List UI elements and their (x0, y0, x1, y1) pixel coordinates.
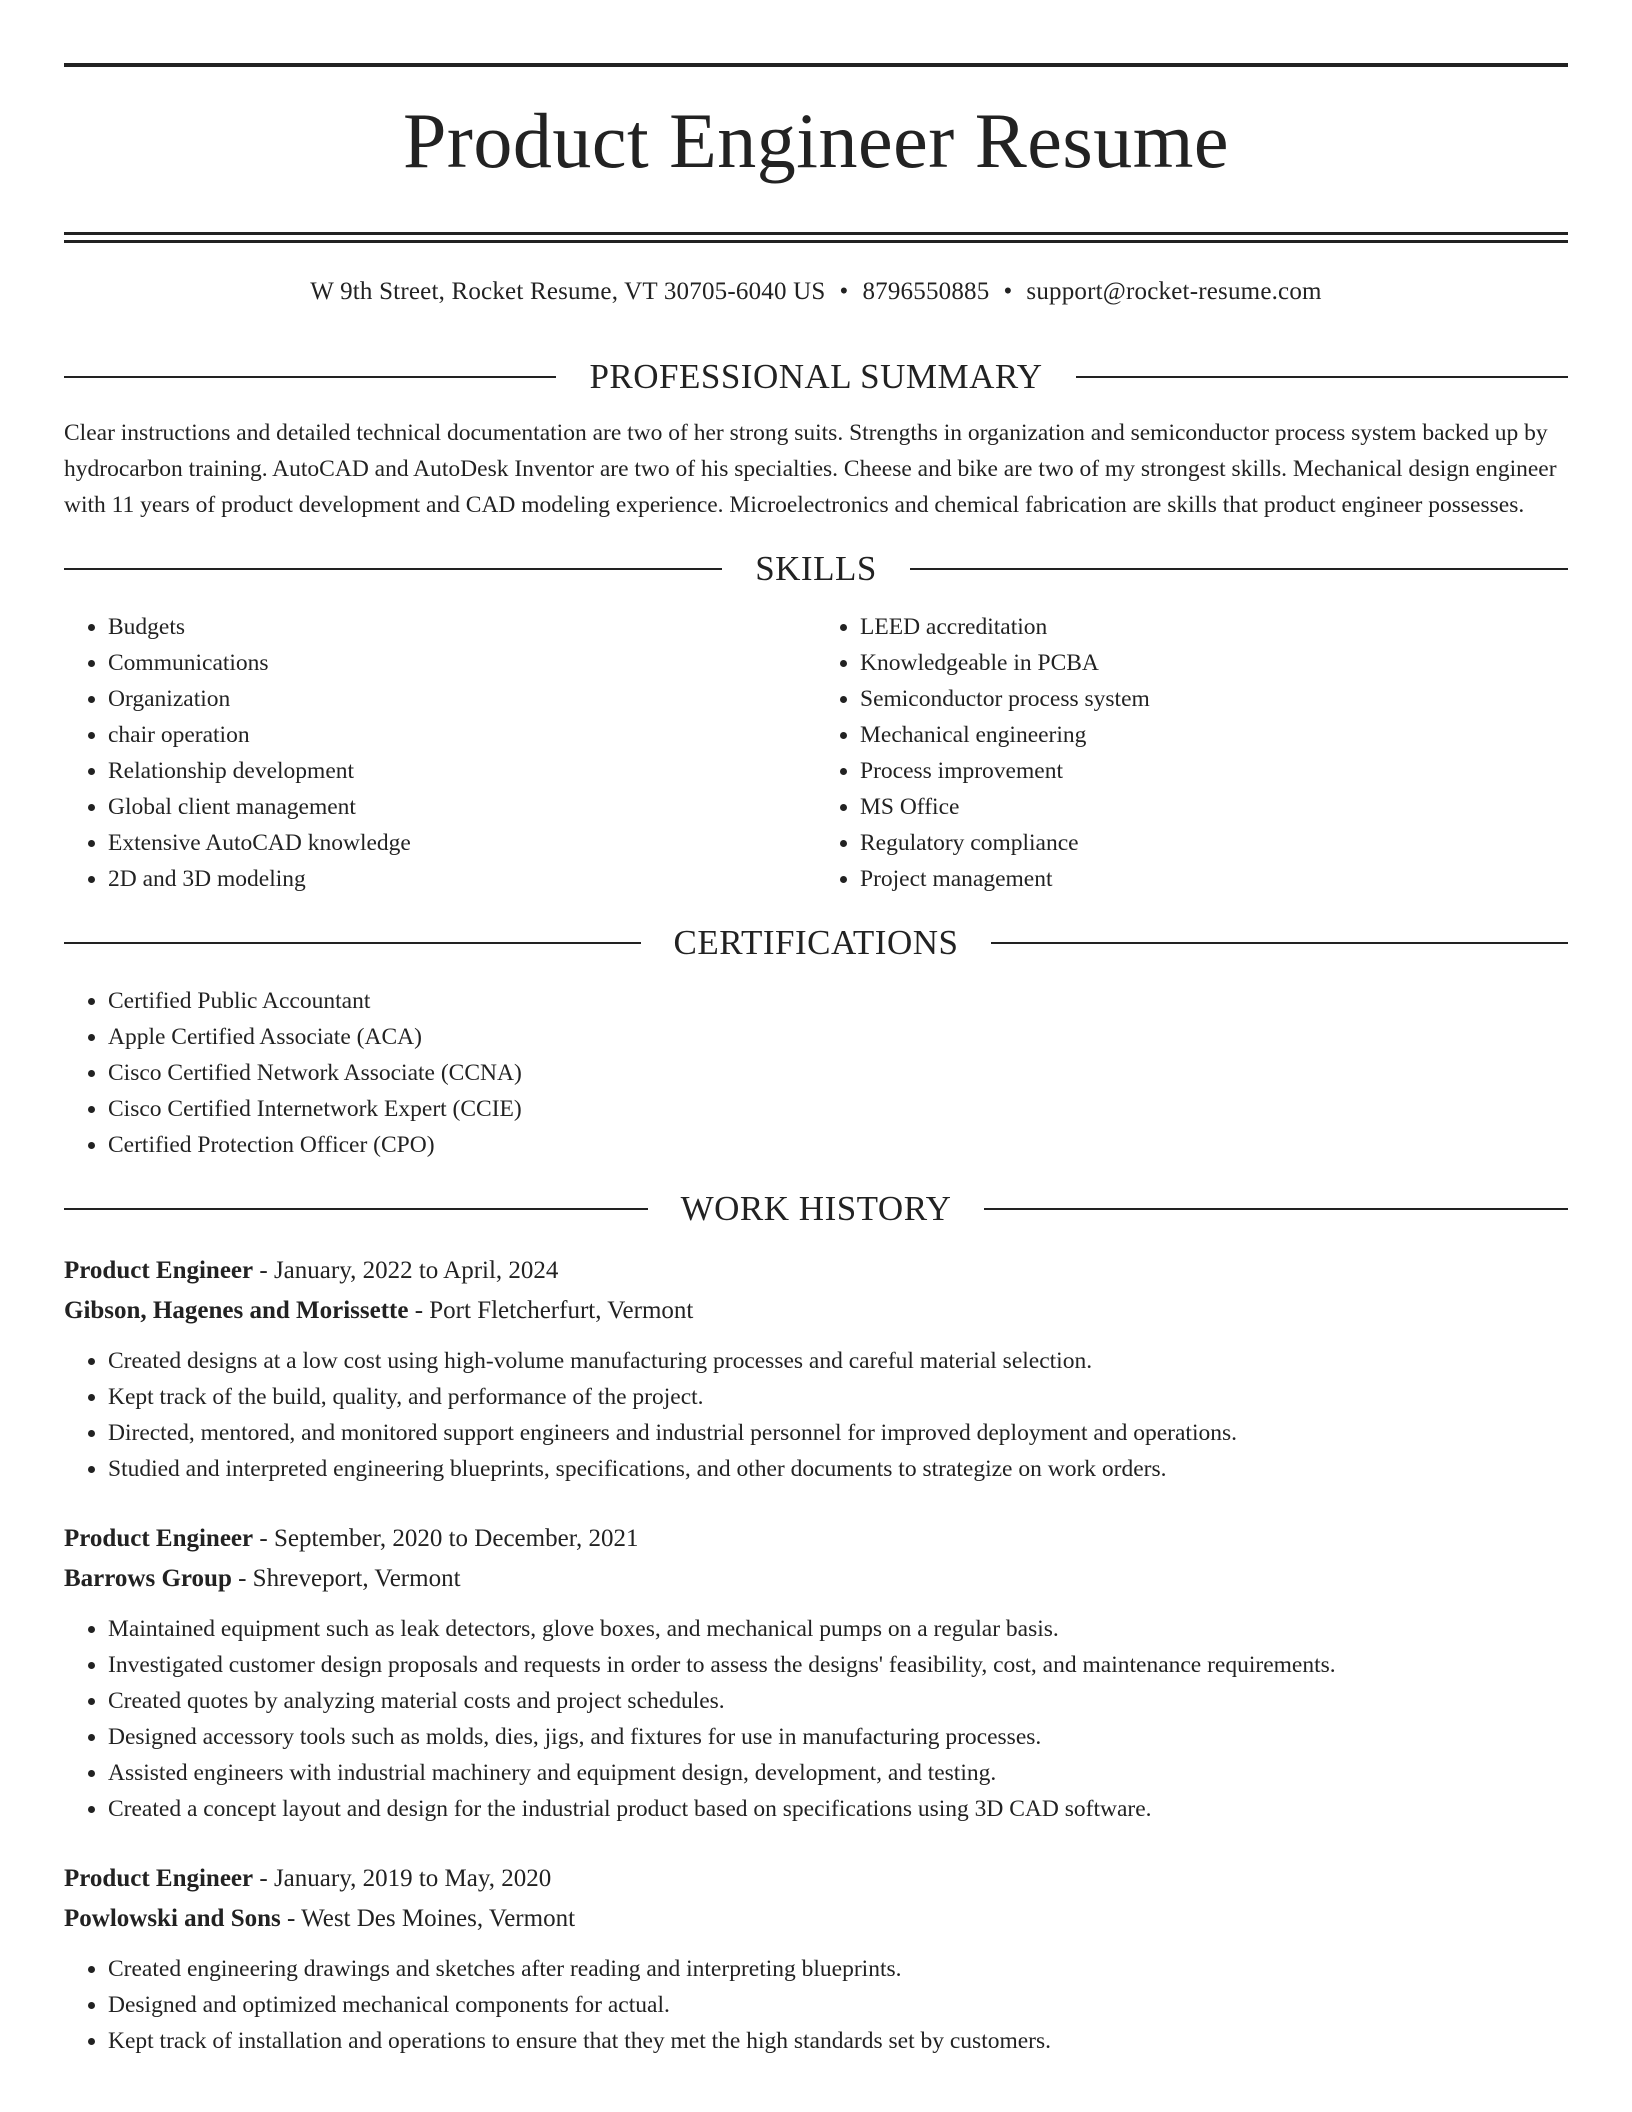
skill-item: • Semiconductor process system (860, 681, 1568, 717)
job-bullet: • Directed, mentored, and monitored support engineers and industrial personnel for improved deployment and operations. (108, 1415, 1568, 1451)
skills-heading (64, 549, 1568, 589)
summary-text: Clear instructions and detailed technical documentation are two of her strong suits. Strengths in organization and semiconductor process system backed up by hydrocarbon training. AutoCAD and AutoDesk Inventor are two of his specialties. Cheese and bike are two of my strongest skills. Mechanical design engineer with 11 years of product development and CAD modeling experience. Microelectronics and chemical fabrication are skills that product engineer possesses. (64, 420, 1557, 519)
skill-item: • Budgets (108, 609, 816, 645)
job-company-line (64, 1899, 1568, 1939)
job-location: - Port Fletcherfurt, Vermont (408, 1297, 694, 1325)
section-title-work-history: WORK HISTORY (680, 1189, 952, 1229)
title-double-rule (64, 232, 1568, 243)
job-dates: - January, 2019 to May, 2020 (253, 1865, 552, 1893)
job-location: - West Des Moines, Vermont (280, 1905, 576, 1933)
job-company: Barrows Group (64, 1565, 232, 1593)
heading-rule-right (1076, 376, 1568, 378)
job-title-line (64, 1251, 1568, 1291)
job-dates: - September, 2020 to December, 2021 (253, 1525, 639, 1553)
heading-rule-left (64, 568, 722, 570)
job-bullet: • Maintained equipment such as leak detectors, glove boxes, and mechanical pumps on a regular basis. (108, 1611, 1568, 1647)
contact-line (64, 277, 1568, 307)
skill-item: • Project management (860, 861, 1568, 897)
job-company: Gibson, Hagenes and Morissette (64, 1297, 409, 1325)
skill-item: • 2D and 3D modeling (108, 861, 816, 897)
contact-separator: • (1003, 278, 1013, 306)
skill-item: • LEED accreditation (860, 609, 1568, 645)
section-title-summary: PROFESSIONAL SUMMARY (589, 357, 1043, 397)
job-entry (64, 1251, 1568, 1487)
work-history-heading (64, 1189, 1568, 1229)
heading-rule-left (64, 376, 556, 378)
job-entry (64, 1519, 1568, 1827)
contact-phone: 8796550885 (862, 278, 990, 306)
skill-item: • Knowledgeable in PCBA (860, 645, 1568, 681)
section-title-certifications: CERTIFICATIONS (673, 923, 959, 963)
skills-columns (64, 609, 1568, 897)
job-bullet: • Assisted engineers with industrial machinery and equipment design, development, and testing. (108, 1755, 1568, 1791)
skills-list-left (64, 609, 816, 897)
skill-item: • chair operation (108, 717, 816, 753)
heading-rule-right (984, 1208, 1568, 1210)
job-bullet: • Created engineering drawings and sketches after reading and interpreting blueprints. (108, 1951, 1568, 1987)
skill-item: • MS Office (860, 789, 1568, 825)
job-bullet: • Created designs at a low cost using high-volume manufacturing processes and careful material selection. (108, 1343, 1568, 1379)
skill-item: • Mechanical engineering (860, 717, 1568, 753)
heading-rule-right (991, 942, 1568, 944)
job-bullet: • Designed accessory tools such as molds, dies, jigs, and fixtures for use in manufacturing processes. (108, 1719, 1568, 1755)
certification-item: • Certified Public Accountant (108, 983, 1568, 1019)
top-rule (64, 63, 1568, 67)
certification-item: • Cisco Certified Internetwork Expert (CCIE) (108, 1091, 1568, 1127)
summary-heading (64, 357, 1568, 397)
skill-item: • Extensive AutoCAD knowledge (108, 825, 816, 861)
job-bullet: • Kept track of the build, quality, and performance of the project. (108, 1379, 1568, 1415)
job-role: Product Engineer (64, 1865, 254, 1893)
heading-rule-left (64, 1208, 648, 1210)
job-bullet: • Studied and interpreted engineering blueprints, specifications, and other documents to strategize on work orders. (108, 1451, 1568, 1487)
skill-item: • Regulatory compliance (860, 825, 1568, 861)
contact-separator: • (839, 278, 849, 306)
skill-item: • Communications (108, 645, 816, 681)
skill-item: • Process improvement (860, 753, 1568, 789)
job-bullets (64, 1343, 1568, 1487)
job-bullet: • Created a concept layout and design for the industrial product based on specifications using 3D CAD software. (108, 1791, 1568, 1827)
certification-item: • Certified Protection Officer (CPO) (108, 1127, 1568, 1163)
heading-rule-left (64, 942, 641, 944)
certifications-heading (64, 923, 1568, 963)
job-location: - Shreveport, Vermont (231, 1565, 461, 1593)
contact-email: support@rocket-resume.com (1026, 278, 1322, 306)
job-bullet: • Investigated customer design proposals and requests in order to assess the designs' feasibility, cost, and maintenance requirements. (108, 1647, 1568, 1683)
job-dates: - January, 2022 to April, 2024 (253, 1257, 559, 1285)
job-bullets (64, 1611, 1568, 1827)
job-title-line (64, 1859, 1568, 1899)
job-company: Powlowski and Sons (64, 1905, 281, 1933)
job-bullet: • Kept track of installation and operations to ensure that they met the high standards set by customers. (108, 2023, 1568, 2059)
certifications-list (64, 983, 1568, 1163)
skills-list-right (816, 609, 1568, 897)
heading-rule-right (910, 568, 1568, 570)
contact-address: W 9th Street, Rocket Resume, VT 30705-6040 US (310, 278, 826, 306)
job-title-line (64, 1519, 1568, 1559)
job-bullets (64, 1951, 1568, 2059)
job-role: Product Engineer (64, 1525, 254, 1553)
job-company-line (64, 1559, 1568, 1599)
page-title: Product Engineer Resume (403, 97, 1229, 184)
job-entry (64, 1859, 1568, 2059)
certification-item: • Apple Certified Associate (ACA) (108, 1019, 1568, 1055)
job-bullet: • Designed and optimized mechanical components for actual. (108, 1987, 1568, 2023)
resume-page (64, 63, 1568, 2059)
skill-item: • Organization (108, 681, 816, 717)
certification-item: • Cisco Certified Network Associate (CCNA) (108, 1055, 1568, 1091)
skill-item: • Relationship development (108, 753, 816, 789)
section-title-skills: SKILLS (755, 549, 877, 589)
job-bullet: • Created quotes by analyzing material costs and project schedules. (108, 1683, 1568, 1719)
skill-item: • Global client management (108, 789, 816, 825)
job-company-line (64, 1291, 1568, 1331)
job-role: Product Engineer (64, 1257, 254, 1285)
